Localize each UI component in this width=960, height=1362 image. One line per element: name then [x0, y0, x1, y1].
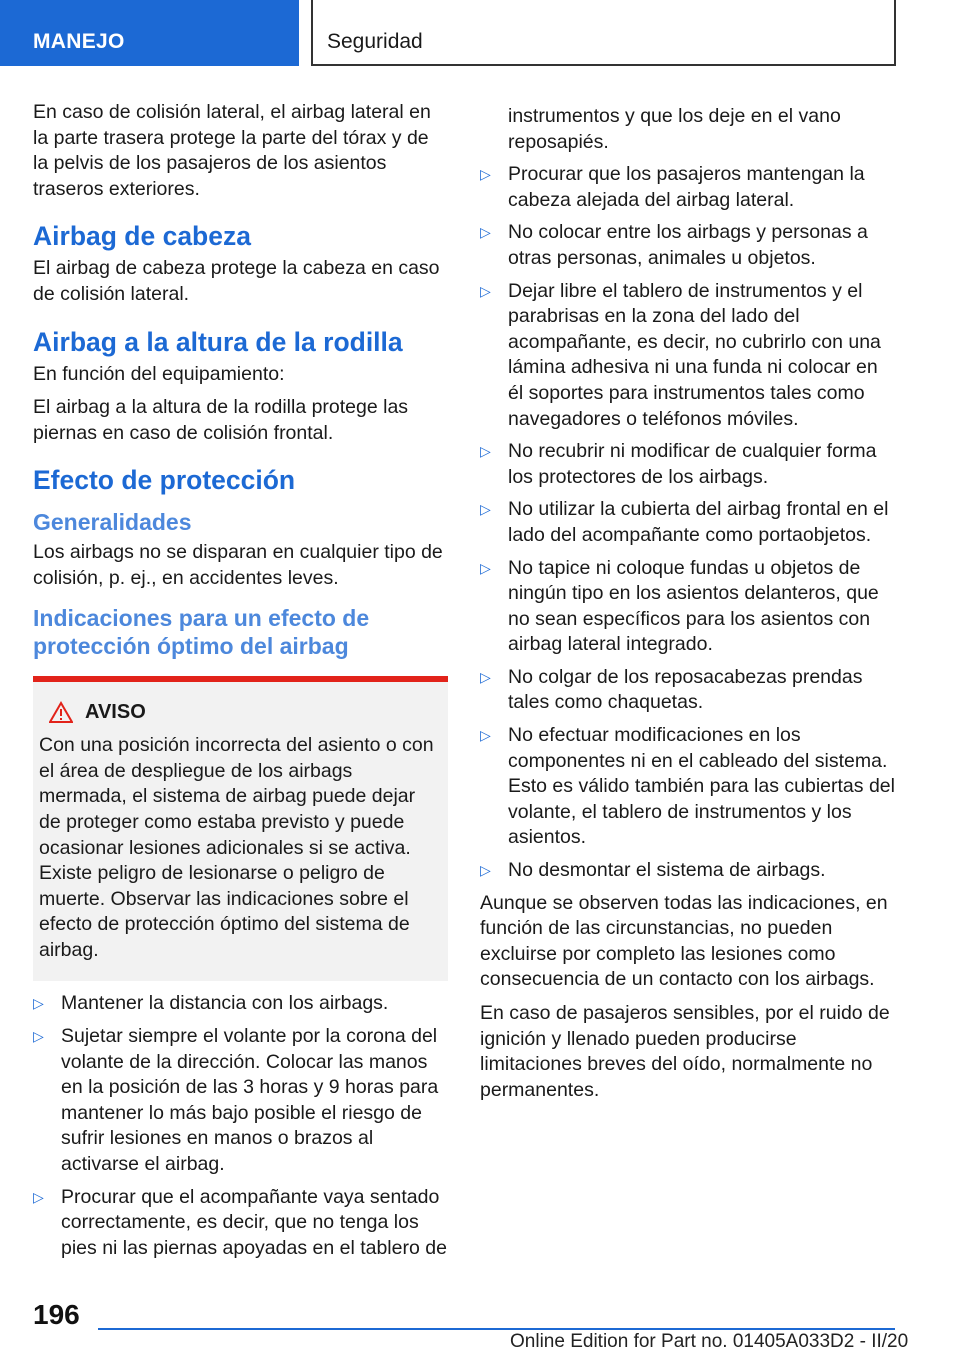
list-item: ▷ No colocar entre los airbags y personas a otras personas, animales u objetos. [480, 220, 898, 271]
head-airbag-paragraph: El airbag de cabeza protege la cabeza en caso de colisión lateral. [33, 257, 440, 305]
warning-box [33, 676, 448, 982]
heading-knee-airbag: Airbag a la altura de la rodilla [33, 326, 403, 357]
closing-paragraph-2: En caso de pasajeros sensibles, por el ruido de ignición y llenado pueden producirse limitaciones breves del oído, normalmente no permanentes. [480, 1002, 890, 1101]
knee-airbag-equipment: En función del equipamiento: [33, 362, 285, 385]
knee-airbag-paragraph: El airbag a la altura de la rodilla protege las piernas en caso de colisión frontal. [33, 396, 409, 444]
list-item: ▷ Dejar libre el tablero de instrumentos y el parabrisas en la zona del lado del acompañante, es decir, no cubrirlo con una lámina adhesiva ni una funda ni colocar en él soportes para instrumentos tales como navegadores o teléfonos móviles. [480, 279, 898, 433]
list-item: ▷ Procurar que el acompañante vaya sentado correctamente, es decir, que no tenga los pies ni las piernas apoyadas en el tablero de [33, 1185, 449, 1262]
bullet-continuation: instrumentos y que los deje en el vano reposapiés. [508, 105, 841, 153]
list-item: ▷ No desmontar el sistema de airbags. [480, 858, 898, 884]
bullet-list-right [480, 162, 898, 883]
triangle-bullet-icon: ▷ [480, 559, 491, 576]
warning-title [39, 700, 442, 726]
list-item: ▷ Mantener la distancia con los airbags. [33, 991, 449, 1017]
list-item: ▷ No recubrir ni modificar de cualquier forma los protectores de los airbags. [480, 439, 898, 490]
triangle-bullet-icon: ▷ [33, 995, 44, 1012]
list-item: ▷ Sujetar siempre el volante por la corona del volante de la dirección. Colocar las manos en la posición de las 3 horas y 9 horas para mantener lo más bajo posible el riesgo de sufrir lesiones en manos o brazos al activarse el airbag. [33, 1024, 449, 1178]
triangle-bullet-icon: ▷ [480, 727, 491, 744]
chapter-title: Seguridad [311, 0, 896, 66]
triangle-bullet-icon: ▷ [480, 501, 491, 518]
general-paragraph: Los airbags no se disparan en cualquier tipo de colisión, p. ej., en accidentes leves. [33, 541, 443, 589]
list-item: ▷ No utilizar la cubierta del airbag frontal en el lado del acompañante como portaobjetos. [480, 497, 898, 548]
triangle-bullet-icon: ▷ [480, 224, 491, 241]
triangle-bullet-icon: ▷ [33, 1188, 44, 1205]
heading-head-airbag: Airbag de cabeza [33, 221, 251, 252]
heading-general: Generalidades [33, 509, 192, 536]
intro-paragraph: En caso de colisión lateral, el airbag lateral en la parte trasera protege la parte del tórax y de la pelvis de los pasajeros de los asientos traseros exteriores. [33, 101, 431, 200]
list-item: ▷ No colgar de los reposacabezas prendas tales como chaquetas. [480, 665, 898, 716]
bullet-list-left [33, 991, 449, 1261]
triangle-bullet-icon: ▷ [480, 282, 491, 299]
right-column [480, 104, 898, 1111]
heading-indications: Indicaciones para un efecto de protección óptimo del airbag [33, 604, 370, 659]
page-header [0, 0, 960, 66]
footer-edition: Online Edition for Part no. 01405A033D2 - II/20 [510, 1331, 909, 1352]
page-number: 196 [33, 1299, 80, 1330]
triangle-bullet-icon: ▷ [480, 668, 491, 685]
footer-divider [98, 1328, 895, 1330]
list-item: ▷ Procurar que los pasajeros mantengan la cabeza alejada del airbag lateral. [480, 162, 898, 213]
triangle-bullet-icon: ▷ [480, 443, 491, 460]
left-column [33, 100, 449, 1268]
warning-triangle-icon [49, 701, 73, 723]
triangle-bullet-icon: ▷ [480, 862, 491, 879]
triangle-bullet-icon: ▷ [33, 1028, 44, 1045]
warning-text: Con una posición incorrecta del asiento o con el área de despliegue de los airbags mermada, el sistema de airbag puede dejar de proteger como estaba previsto y puede ocasionar lesiones adicionales si se activa. Existe peligro de lesionarse o peligro de muerte. Observar las indicaciones sobre el efecto de protección óptimo del sistema de airbag. [39, 734, 434, 961]
triangle-bullet-icon: ▷ [480, 166, 491, 183]
section-tab: MANEJO [0, 0, 299, 66]
closing-paragraph-1: Aunque se observen todas las indicaciones, en función de las circunstancias, no pueden excluirse por completo las lesiones como consecuencia de un contacto con los airbags. [480, 891, 888, 991]
heading-protection-effect: Efecto de protección [33, 465, 296, 496]
warning-label: AVISO [85, 700, 146, 723]
list-item: ▷ No tapice ni coloque fundas u objetos de ningún tipo en los asientos delanteros, que no sean específicos para los asientos con airbag lateral integrado. [480, 556, 898, 658]
list-item: ▷ No efectuar modificaciones en los componentes ni en el cableado del sistema. Esto es válido también para las cubiertas del volante, el tablero de instrumentos y los asientos. [480, 723, 898, 851]
